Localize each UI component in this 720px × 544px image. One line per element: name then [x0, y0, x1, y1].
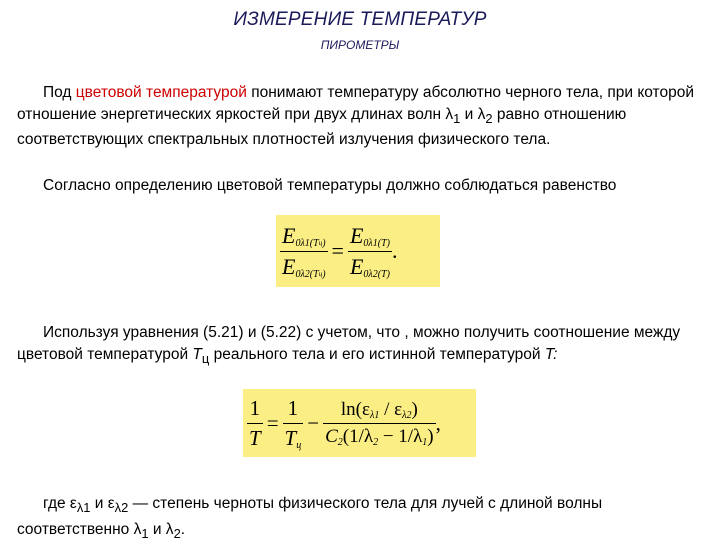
fraction-one-over-tc: $\frac{1}{T_ц}$ [284, 395, 302, 451]
minus-sign: − [307, 410, 320, 435]
text: понимают температуру абсолютно черного тела, при которой отношение энергетических яркостей при двух длинах волн λ [17, 84, 695, 123]
text: Используя уравнения (5.21) и (5.22) с учетом, что , можно получить соотношение между цветовой температурой [17, 324, 681, 363]
subscript: 2 [485, 110, 493, 126]
text: реального тела и его истинной температурой [209, 345, 545, 363]
paragraph-definition [17, 82, 707, 151]
text: где ε [43, 495, 77, 512]
text: — степень черноты физического тела для лучей с длиной волны соответственно λ [17, 495, 603, 538]
text: и λ [148, 520, 174, 538]
equals-sign: = [266, 410, 279, 435]
fraction-log-ratio: $\frac{\ln(\varepsilon_{\lambda 1} / \varepsilon_{\lambda 2})}{C_2(1/\lambda_2 - 1/\lambda_1)}$ [325, 398, 434, 448]
text: Согласно определению цветовой температуры должно соблюдаться равенство [43, 177, 617, 194]
text: . [180, 520, 186, 538]
text: и ε [90, 495, 115, 512]
paragraph-relation [17, 322, 707, 369]
page-title: ИЗМЕРЕНИЕ ТЕМПЕРАТУР [233, 9, 487, 30]
subscript: 1 [141, 525, 149, 541]
subscript: ц [201, 350, 210, 366]
page-subtitle: ПИРОМЕТРЫ [320, 38, 400, 52]
subscript: λ1 [76, 500, 91, 516]
equals-sign: = [331, 238, 344, 263]
paragraph-equality [17, 175, 707, 197]
subscript: λ2 [114, 500, 129, 516]
fraction-right: $\frac{E_{0\lambda 1(T)}}{E_{0\lambda 2(T)}}$ [349, 222, 390, 280]
fraction-left: $\frac{E_{0\lambda 1(T}ц_)}{E_{0\lambda 2(T}ц_)}$ [282, 222, 326, 280]
formula-temperature-relation [243, 389, 476, 457]
symbol-t: T: [544, 345, 558, 363]
highlight-term: цветовой температурой [75, 84, 247, 101]
formula-color-temperature [276, 215, 440, 287]
subscript: 2 [173, 525, 181, 541]
paragraph-emissivity [17, 493, 707, 544]
subscript: 1 [453, 110, 461, 126]
text: и λ [460, 105, 486, 123]
text: равно отношению соответствующих спектральных плотностей излучения физического тела. [17, 105, 627, 149]
formula-comma: , [435, 410, 441, 435]
fraction-one-over-t: $\frac{1}{T}$ [249, 395, 261, 450]
symbol-tc: T [192, 345, 202, 363]
text: Под [43, 84, 76, 101]
formula-dot: . [391, 238, 398, 263]
